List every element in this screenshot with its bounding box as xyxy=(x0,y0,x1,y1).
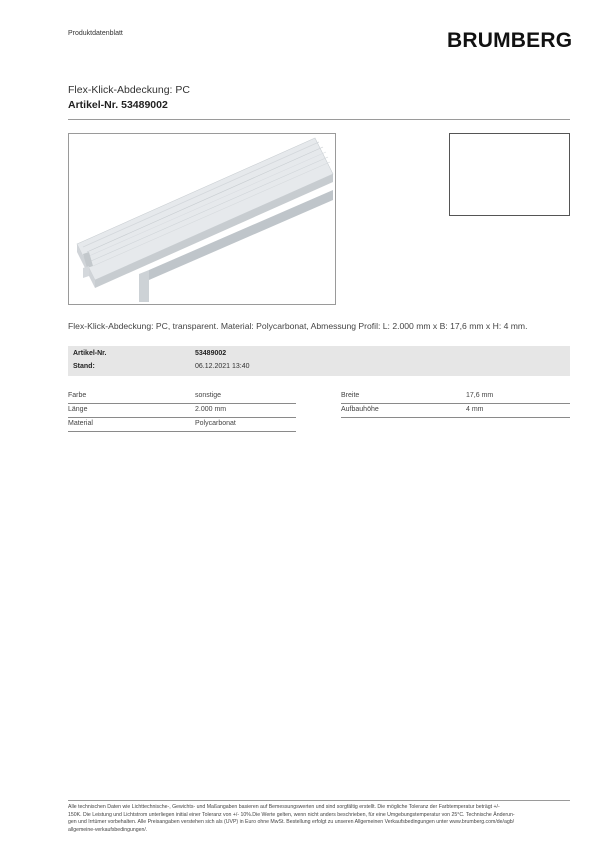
product-image xyxy=(68,133,336,305)
footer-divider xyxy=(68,800,570,801)
product-name: Flex-Klick-Abdeckung: PC xyxy=(68,84,190,96)
spec-label: Farbe xyxy=(68,392,87,399)
title-divider xyxy=(68,119,570,120)
spec-label: Aufbauhöhe xyxy=(341,406,379,413)
spec-value: 17,6 mm xyxy=(466,392,494,399)
article-summary-box xyxy=(68,346,570,376)
spec-label: Länge xyxy=(68,406,88,413)
product-description: Flex-Klick-Abdeckung: PC, transparent. Material: Polycarbonat, Abmessung Profil: L: 2.000 mm x B: 17,6 mm x H: 4 mm. xyxy=(68,321,528,331)
footer-line: allgemeine-verkaufsbedingungen/. xyxy=(68,826,148,833)
spec-value: sonstige xyxy=(195,392,222,399)
brand-logo: BRUMBERG xyxy=(447,29,573,52)
spec-label: Breite xyxy=(341,392,360,399)
date-label: Stand: xyxy=(73,363,95,370)
secondary-image-frame xyxy=(449,133,570,216)
row-divider xyxy=(68,431,296,432)
article-number-label: Artikel-Nr. xyxy=(73,350,107,357)
legal-footer xyxy=(68,804,572,834)
document-type-label: Produktdatenblatt xyxy=(68,30,123,37)
spec-value: Polycarbonat xyxy=(195,420,236,427)
footer-line: Alle technischen Daten wie Lichttechnische-, Gewichts- und Maßangaben basieren auf Bemessungswerten und sind sorgfältig erstellt. Die mögliche Toleranz der Farbtemperatur beträgt +/- xyxy=(68,804,500,810)
spec-label: Material xyxy=(68,420,93,427)
row-divider xyxy=(341,403,570,404)
row-divider xyxy=(341,417,570,418)
profile-rendering xyxy=(69,134,335,304)
date-value: 06.12.2021 13:40 xyxy=(195,363,250,370)
product-article-number: Artikel-Nr. 53489002 xyxy=(68,99,168,111)
row-divider xyxy=(68,403,296,404)
footer-line: 150K. Die Leistung und Lichtstrom unterliegen initial einer Toleranz von +/- 10%.Die Werte gelten, wenn nicht anders beschrieben, für eine Umgebungstemperatur von 25°C. Technische Änderun- xyxy=(68,811,515,818)
article-number-value: 53489002 xyxy=(195,350,227,357)
row-divider xyxy=(68,417,296,418)
footer-line: gen und Irrtümer vorbehalten. Alle Preisangaben verstehen sich als (UVP) in Euro ohne MwSt. Bestellung erfolgt zu unseren Allgemeinen Verkaufsbedingungen unter www.brumberg.com/de/agb/ xyxy=(68,819,515,826)
spec-value: 4 mm xyxy=(466,406,484,413)
spec-value: 2.000 mm xyxy=(195,406,227,413)
